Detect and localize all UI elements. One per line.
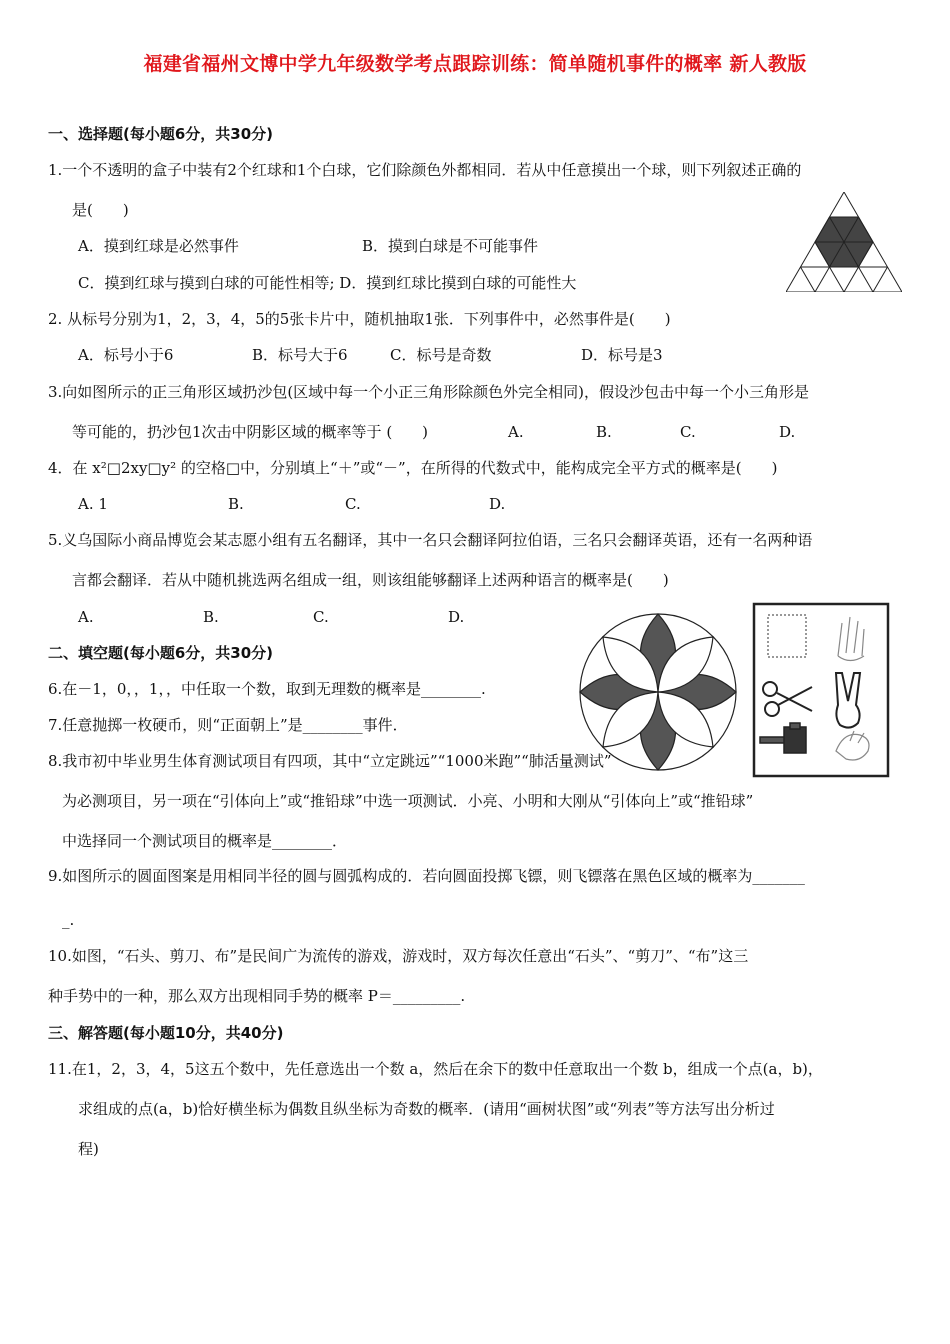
question-4-option-c: C.: [345, 495, 361, 513]
question-2-option-b: B．标号大于6: [252, 346, 348, 364]
question-9-stem-cont: _.: [62, 911, 75, 929]
section-heading-answer: 三、解答题(每小题10分，共40分): [48, 1024, 284, 1042]
rock-paper-scissors-figure: [750, 601, 892, 779]
question-2-option-a: A．标号小于6: [78, 346, 174, 364]
question-8-stem-cont: 为必测项目，另一项在“引体向上”或“推铅球”中选一项测试．小亮、小明和大刚从“引体向上”或“推铅球”: [62, 792, 754, 810]
question-4-option-b: B.: [228, 495, 244, 513]
question-4-option-a: A. 1: [78, 495, 108, 513]
question-1-option-a: A．摸到红球是必然事件: [78, 237, 239, 255]
question-10-stem-cont: 种手势中的一种，那么双方出现相同手势的概率 P＝_________.: [48, 987, 466, 1005]
question-7-stem: 7.任意抛掷一枚硬币，则“正面朝上”是________事件．: [48, 716, 408, 734]
question-2-option-d: D．标号是3: [581, 346, 663, 364]
question-5-option-a: A.: [78, 608, 94, 626]
question-1-stem-cont: 是( ): [72, 201, 129, 219]
question-3-stem-cont: 等可能的，扔沙包1次击中阴影区域的概率等于 ( ): [72, 423, 429, 441]
question-3-option-a: A.: [508, 423, 524, 441]
question-11-stem-cont2: 程): [78, 1140, 99, 1158]
question-5-stem: 5.义乌国际小商品博览会某志愿小组有五名翻译，其中一名只会翻译阿拉伯语，三名只会翻译英语，还有一名两种语: [48, 531, 813, 549]
question-3-option-b: B.: [596, 423, 612, 441]
question-6-stem: 6.在－1，0，，1，，中任取一个数，取到无理数的概率是________.: [48, 680, 486, 698]
circle-petal-figure: [578, 612, 738, 772]
question-1-stem: 1.一个不透明的盒子中装有2个红球和1个白球，它们除颜色外都相同．若从中任意摸出一个球，则下列叙述正确的: [48, 161, 802, 179]
question-8-stem: 8.我市初中毕业男生体育测试项目有四项，其中“立定跳远”“1000米跑”“肺活量测试”: [48, 752, 612, 770]
question-5-option-d: D.: [448, 608, 465, 626]
question-4-option-d: D.: [489, 495, 506, 513]
question-3-stem: 3.向如图所示的正三角形区域扔沙包(区域中每一个小正三角形除颜色外完全相同)，假设沙包击中每一个小三角形是: [48, 383, 810, 401]
question-2-option-c: C．标号是奇数: [390, 346, 492, 364]
question-9-stem: 9.如图所示的圆面图案是用相同半径的圆与圆弧构成的．若向圆面投掷飞镖，则飞镖落在黑色区域的概率为_______: [48, 867, 805, 885]
question-8-stem-cont2: 中选择同一个测试项目的概率是________．: [62, 832, 348, 850]
question-1-option-b: B．摸到白球是不可能事件: [362, 237, 539, 255]
section-heading-choice: 一、选择题(每小题6分，共30分): [48, 125, 274, 143]
triangle-grid-figure: [786, 192, 902, 292]
section-heading-fill: 二、填空题(每小题6分，共30分): [48, 644, 274, 662]
question-2-stem: 2. 从标号分别为1，2，3，4，5的5张卡片中，随机抽取1张．下列事件中，必然事件是( ): [48, 310, 671, 328]
question-3-option-c: C.: [680, 423, 696, 441]
question-5-stem-cont: 言都会翻译．若从中随机挑选两名组成一组，则该组能够翻译上述两种语言的概率是( ): [72, 571, 669, 589]
question-5-option-b: B.: [203, 608, 219, 626]
question-10-stem: 10.如图，“石头、剪刀、布”是民间广为流传的游戏，游戏时，双方每次任意出“石头”、“剪刀”、“布”这三: [48, 947, 749, 965]
question-1-option-cd: C．摸到红球与摸到白球的可能性相等; D．摸到红球比摸到白球的可能性大: [78, 274, 577, 292]
question-4-stem: 4．在 x²□2xy□y² 的空格□中，分别填上“＋”或“－”，在所得的代数式中，能构成完全平方式的概率是( ): [48, 459, 778, 477]
document-title: 福建省福州文博中学九年级数学考点跟踪训练：简单随机事件的概率 新人教版: [143, 53, 807, 75]
question-3-option-d: D.: [779, 423, 796, 441]
question-5-option-c: C.: [313, 608, 329, 626]
question-11-stem-cont: 求组成的点(a，b)恰好横坐标为偶数且纵坐标为奇数的概率．(请用“画树状图”或“列表”等方法写出分析过: [78, 1100, 775, 1118]
question-11-stem: 11.在1，2，3，4，5这五个数中，先任意选出一个数 a，然后在余下的数中任意取出一个数 b，组成一个点(a，b)，: [48, 1060, 823, 1078]
